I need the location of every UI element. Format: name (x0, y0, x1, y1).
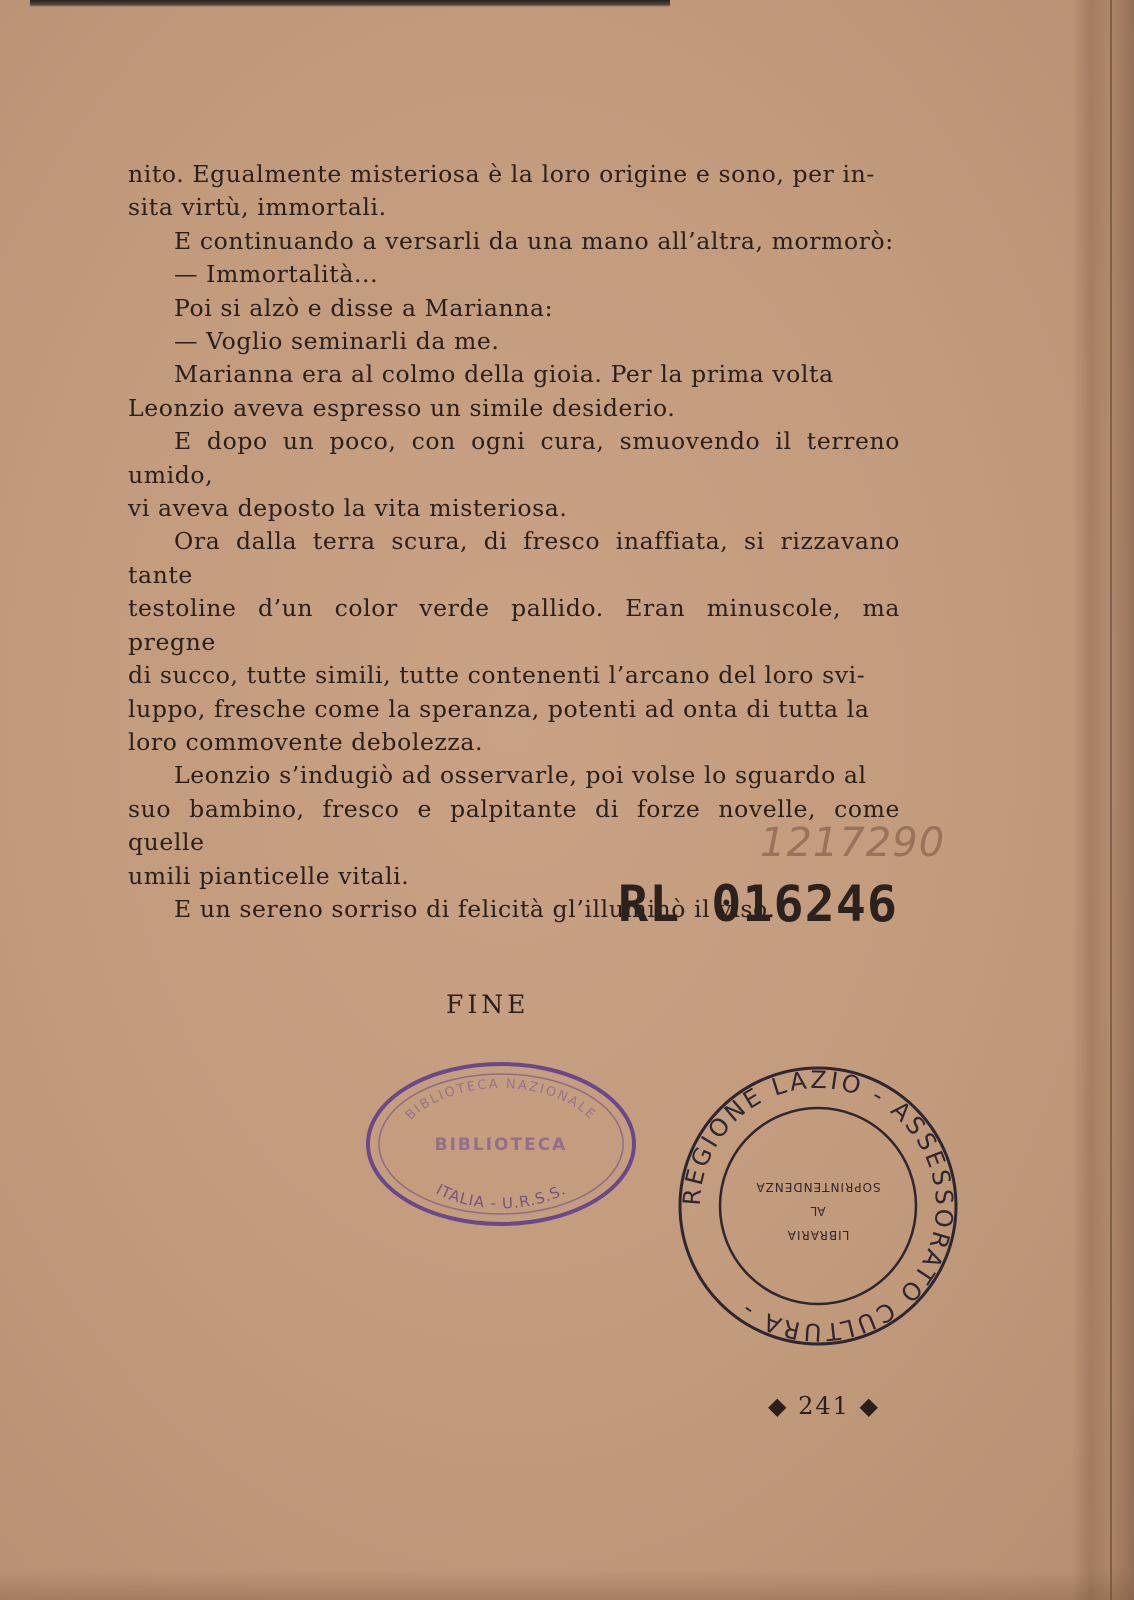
paragraph-8: Ora dalla terra scura, di fresco inaffiata, si rizzavano tante testoline d’un color verde pallido. Eran minuscole, ma pregne di succo, tutte simili, tutte contenenti l’arcano del loro svi- luppo, fresche come la speranza, potenti ad onta di tutta la loro commovente debolezza. (128, 527, 900, 756)
paragraph-6: Marianna era al colmo della gioia. Per la prima volta Leonzio aveva espresso un simile desiderio. (128, 360, 834, 422)
right-page-edge (1072, 0, 1134, 1600)
stamp-bottom-text: ITALIA - U.R.S.S. (433, 1180, 569, 1213)
paragraph-7: E dopo un poco, con ogni cura, smuovendo il terreno umido, vi aveva deposto la vita misteriosa. (128, 427, 900, 523)
end-word: FINE (446, 990, 530, 1019)
stamp-top-text: BIBLIOTECA NAZIONALE (402, 1076, 600, 1124)
body-text (128, 158, 900, 926)
paragraph-10: E un sereno sorriso di felicità gl’illuminò il viso. (174, 894, 776, 923)
paragraph-4: Poi si alzò e disse a Marianna: (174, 293, 554, 322)
top-edge-shadow (30, 0, 670, 7)
paragraph-5: — Voglio seminarli da me. (174, 327, 500, 356)
round-stamp-line-2: AL (810, 1204, 826, 1218)
library-stamp (358, 1054, 644, 1230)
pencil-note: 1217290 (760, 820, 946, 866)
round-stamp-line-1: LIBRARIA (786, 1228, 850, 1242)
paragraph-2: E continuando a versarli da una mano all’altra, mormorò: (174, 226, 894, 255)
regional-stamp (675, 1063, 961, 1349)
round-stamp-outer-text: REGIONE LAZIO - ASSESSORATO CULTURA - (677, 1065, 959, 1347)
svg-text:BIBLIOTECA NAZIONALE (403, 1077, 599, 1123)
paragraph-3: — Immortalità... (174, 260, 379, 289)
paragraph-9: Leonzio s’indugiò ad osservarle, poi volse lo sguardo al suo bambino, fresco e palpitante di forze novelle, come quelle umili pianticelle vitali. (128, 761, 900, 890)
bottom-edge-shadow (0, 1570, 1134, 1600)
svg-text:ITALIA - U.R.S.S. (433, 1180, 569, 1212)
stamp-center-text: BIBLIOTECA (434, 1135, 568, 1155)
page-number: ◆ 241 ◆ (768, 1392, 880, 1420)
paragraph-1: nito. Egualmente misteriosa è la loro origine e sono, per in- sita virtù, immortali. (128, 160, 875, 222)
right-edge-line (1110, 0, 1112, 1600)
shelfmark: RL 016246 (618, 875, 898, 933)
round-stamp-line-3: SOPRINTENDENZA (755, 1180, 881, 1194)
